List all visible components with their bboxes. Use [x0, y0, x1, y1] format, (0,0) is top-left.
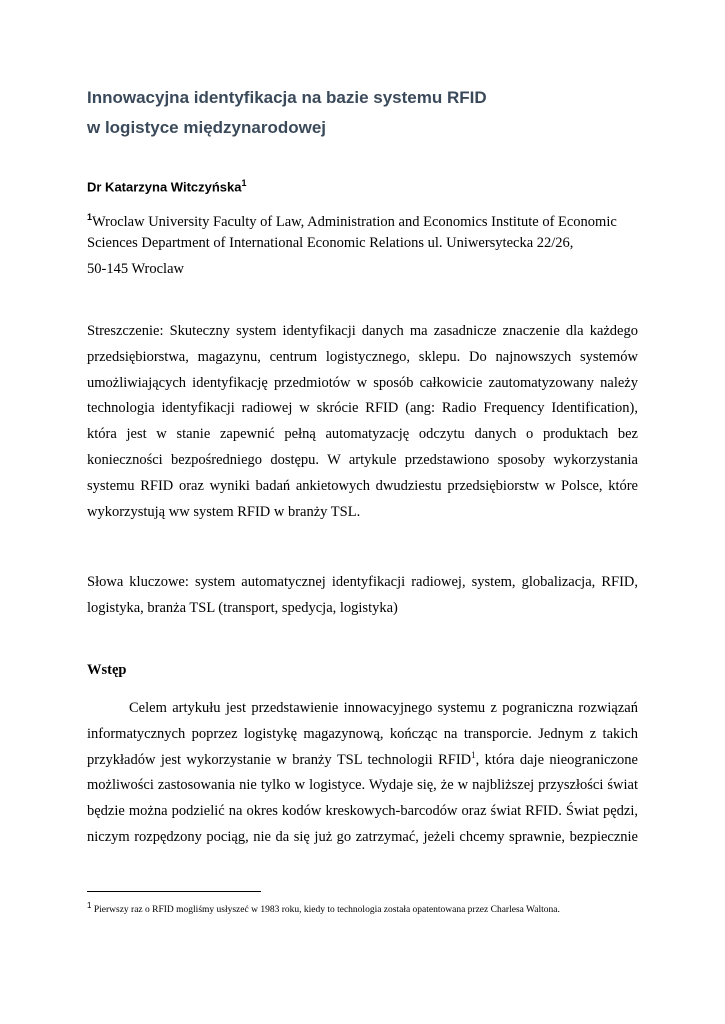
abstract-line: umożliwiających identyfikację przedmiotów w sposób całkowicie zautomatyzowany należy [87, 374, 638, 391]
abstract-line: która jest w stanie zapewnić pełną automatyzację odczytu danych o produktach bez [87, 426, 638, 443]
affiliation-line-3: 50-145 Wroclaw [87, 260, 184, 277]
affiliation-line-1 [87, 205, 647, 231]
affiliation-text-1: Wroclaw University Faculty of Law, Administration and Economics Institute of Economic [92, 213, 617, 230]
intro-line-3-text-a: przykładów jest wykorzystanie w branży TSL technologii RFID [87, 751, 472, 768]
keywords-line-1: Słowa kluczowe: system automatycznej identyfikacji radiowej, system, globalizacja, RFID, [87, 574, 638, 590]
footnote-ref-marker[interactable]: 1 [471, 749, 476, 760]
affiliation [87, 205, 647, 282]
paper-title-line-2: w logistyce międzynarodowej [87, 118, 327, 137]
footnote [87, 901, 560, 915]
intro-line-3-text-b: , która daje nieograniczone [475, 751, 638, 768]
abstract-line: Streszczenie: Skuteczny system identyfikacji danych ma zasadnicze znaczenie dla każdego [87, 323, 638, 339]
affiliation-line-2: Sciences Department of International Economic Relations ul. Uniwersytecka 22/26, [87, 234, 574, 251]
intro-paragraph [87, 696, 638, 851]
abstract [87, 319, 638, 525]
footnote-marker: 1 [87, 901, 92, 910]
author-name: Dr Katarzyna Witczyńska [87, 179, 242, 195]
author-line [87, 178, 247, 194]
keywords-line-2: logistyka, branża TSL (transport, spedycja, logistyka) [87, 599, 398, 616]
abstract-line: konieczności bezpośredniego dostępu. W artykule przedstawiono sposoby wykorzystania [87, 451, 638, 468]
paper-title-line-1: Innowacyjna identyfikacja na bazie systemu RFID [87, 88, 487, 107]
abstract-line: technologia identyfikacji radiowej w skrócie RFID (ang: Radio Frequency Identification), [87, 400, 638, 417]
intro-line-1: Celem artykułu jest przedstawienie innowacyjnego systemu z pograniczna rozwiązań [129, 700, 638, 716]
footnote-text: Pierwszy raz o RFID mogliśmy usłyszeć w 1983 roku, kiedy to technologia została opatentowana przez Charlesa Waltona. [91, 905, 560, 916]
intro-line-6: niczym rozpędzony pociąg, nie da się już go zatrzymać, jeżeli chcemy sprawnie, bezpiecznie [87, 828, 638, 845]
author-affiliation-marker: 1 [241, 178, 247, 188]
abstract-line: wykorzystują ww system RFID w branży TSL. [87, 503, 361, 520]
affiliation-marker: 1 [87, 212, 93, 222]
footnote-separator [87, 891, 261, 892]
intro-line-3 [87, 748, 638, 774]
section-heading-intro: Wstęp [87, 662, 127, 678]
keywords [87, 570, 638, 622]
intro-line-4: możliwości zastosowania nie tylko w logistyce. Wydaje się, że w najbliższej przyszłości świat [87, 777, 638, 794]
abstract-line: przedsiębiorstwa, magazynu, centrum logistycznego, sklepu. Do najnowszych systemów [87, 348, 638, 365]
intro-line-2: informatycznych poprzez logistykę magazynową, kończąc na transporcie. Jednym z takich [87, 725, 638, 742]
abstract-line: systemu RFID oraz wyniki badań ankietowych dwudziestu przedsiębiorstw w Polsce, które [87, 477, 638, 494]
intro-line-5: będzie można podzielić na okres kodów kreskowych-barcodów oraz świat RFID. Świat pędzi, [87, 803, 638, 820]
